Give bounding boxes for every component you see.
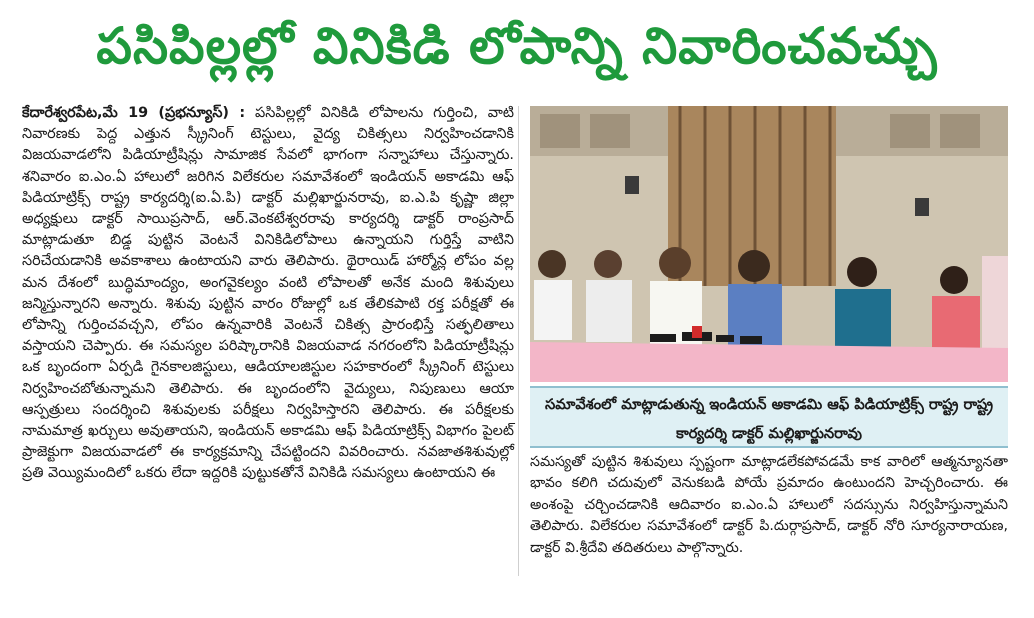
column-divider bbox=[518, 106, 519, 576]
photo-illustration bbox=[530, 106, 1008, 382]
article-paragraph bbox=[22, 103, 514, 485]
photo-caption: సమావేశంలో మాట్లాడుతున్న ఇండియన్ అకాడమి ఆఫ్ పిడియాట్రిక్స్ రాష్ట్ర రాష్ట్ర కార్యదర్శి డాక్టర్ మల్లిఖార్జునరావు bbox=[530, 386, 1008, 448]
continuation-paragraph: సమస్యతో పుట్టిన శిశువులు స్పష్టంగా మాట్లాడలేకపోవడమే కాక వారిలో ఆత్మన్యూనతా భావం కలిగి చదువులో వెనుకబడి పోయే ప్రమాదం ఉంటుందని హెచ్చరించారు. ఈ అంశంపై చర్చించడానికి ఆదివారం ఐ.ఎం.ఏ హాలులో సదస్సును నిర్వహిస్తున్నామని తెలిపారు. విలేకరుల సమావేశంలో డాక్టర్ పి.దుర్గాప్రసాద్, డాక్టర్ నోరి సూర్యనారాయణ, డాక్టర్ వి.శ్రీదేవి తదితరులు పాల్గొన్నారు. bbox=[530, 454, 1008, 556]
press-meet-photo bbox=[530, 106, 1008, 382]
headline: పసిపిల్లల్లో వినికిడి లోపాన్ని నివారించవచ్చు bbox=[96, 17, 938, 75]
dateline: కేదారేశ్వరపేట,మే 19 (ప్రభన్యూస్) : bbox=[22, 105, 246, 121]
article-body bbox=[22, 103, 514, 583]
article-continuation bbox=[530, 452, 1008, 582]
lead-text: పసిపిల్లల్లో వినికిడి లోపాలను గుర్తించి, వాటి నివారణకు పెద్ద ఎత్తున స్క్రీనింగ్ టెస్టులు, వైద్య చికిత్సలు నిర్వహించడానికి విజయవాడలోని పిడియాట్రీషిన్లు సామాజిక సేవలో భాగంగా సన్నాహాలు చేస్తున్నారు. శనివారం ఐ.ఎం.ఏ హాలులో జరిగిన విలేకరుల సమావేశంలో ఇండియన్ అకాడమి ఆఫ్ పిడియాట్రిక్స్ రాష్ట్ర కార్యదర్శి(ఐ.ఏ.పి) డాక్టర్ మల్లిఖార్జునరావు, ఐ.ఎ.పి కృష్ణా జిల్లా అధ్యక్షులు డాక్టర్ సాయిప్రసాద్, ఆర్.వెంకటేశ్వరరావు కార్యదర్శి డాక్టర్ రాంప్రసాద్ మాట్లాడుతూ బిడ్డ పుట్టిన వెంటనే వినికిడిలోపాలు ఉన్నాయని గుర్తిస్తే వాటిని సరిచేయడానికి అవకాశాలు ఉంటాయని వారు తెలిపారు. థైరాయిడ్ హార్మోన్ల లోపం వల్ల మన దేశంలో బుద్ధిమాంద్యం, అంగవైకల్యం వంటి లోపాలతో అనేక మంది శిశువులు జన్మిస్తున్నారని అన్నారు. శిశువు పుట్టిన వారం రోజుల్లో ఒక తేలికపాటి రక్త పరీక్షతో ఈ లోపాన్ని గుర్తించవచ్చని, లోపం ఉన్నవారికి వెంటనే చికిత్స ప్రారంభిస్తే సత్ఫలితాలు వస్తాయని చెప్పారు. ఈ సమస్యల పరిష్కారానికి విజయవాడ నగరంలోని పిడియాట్రీషిన్లు ఒక బృందంగా ఏర్పడి గైనకాలజిస్టులు, ఆడియాలజిస్టుల సహకారంలో స్క్రీనింగ్ టెస్టులు నిర్వహించబోతున్నామని తెలిపారు. ఈ బృందంలోని వైద్యులు, నిపుణులు ఆయా ఆస్పత్రులు సందర్శించి శిశువులకు పరీక్షలు నిర్వహిస్తారని తెలిపారు. ఈ పరీక్షలకు నామమాత్ర ఖర్చులు అవుతాయని, ఇండియన్ అకాడమి ఆఫ్ పిడియాట్రిక్స్ విభాగం పైలట్ ప్రాజెక్టుగా విజయవాడలో ఈ కార్యక్రమాన్ని చేపట్టిందని వివరించారు. నవజాతశిశువుల్లో ప్రతి వెయ్యిమందిలో ఒకరు లేదా ఇద్దరికి పుట్టుకతోనే వినికిడి సమస్యలు ఉంటాయని ఈ bbox=[22, 105, 514, 482]
